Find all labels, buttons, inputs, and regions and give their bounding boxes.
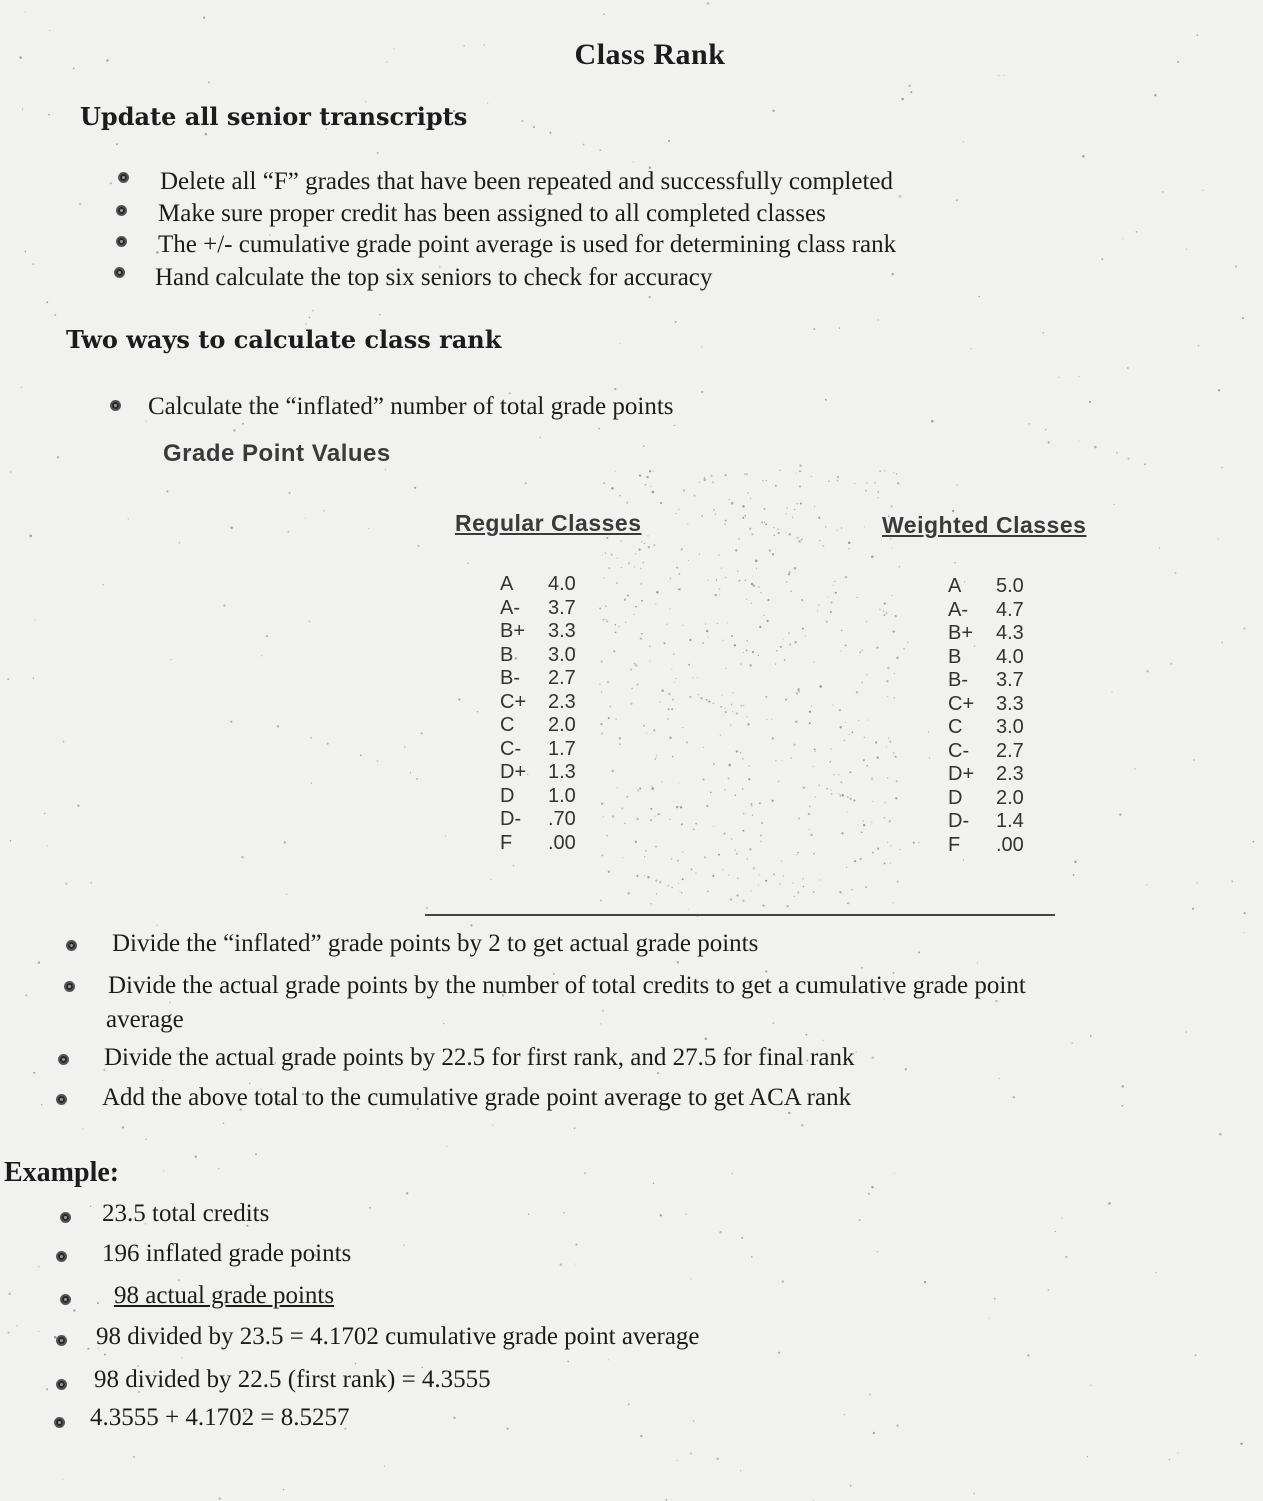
bullet-icon <box>118 172 129 183</box>
grade-letter: A <box>948 575 962 597</box>
grade-row <box>500 832 620 856</box>
grade-value: 4.0 <box>548 573 576 595</box>
grade-letter: D- <box>500 808 522 830</box>
grade-value: 3.3 <box>996 692 1024 715</box>
grade-value: .00 <box>996 833 1024 856</box>
grade-letter: B <box>948 645 962 668</box>
update-item: The +/- cumulative grade point average is used for determining class rank <box>158 231 897 258</box>
bullet-icon <box>66 940 77 951</box>
step-item: Add the above total to the cumulative grade point average to get ACA rank <box>102 1084 852 1111</box>
grade-row <box>500 714 620 738</box>
bullet-icon <box>54 1417 65 1428</box>
grade-row <box>500 644 620 668</box>
grade-row <box>948 622 1068 646</box>
grade-letter: B+ <box>500 620 526 642</box>
grade-letter: C- <box>948 739 970 762</box>
weighted-classes-heading: Weighted Classes <box>882 512 1087 538</box>
grade-letter: A- <box>948 598 968 621</box>
grade-letter: F <box>500 831 513 854</box>
grade-row <box>948 646 1068 670</box>
grade-row <box>500 573 620 597</box>
grade-letter: B- <box>500 667 520 689</box>
example-item: 196 inflated grade points <box>102 1240 352 1267</box>
grade-value: 4.7 <box>996 598 1024 621</box>
grade-value: 3.3 <box>548 620 576 642</box>
grade-row <box>500 738 620 762</box>
update-item: Make sure proper credit has been assigned to all completed classes <box>158 200 826 227</box>
grade-value: 4.0 <box>996 645 1024 668</box>
grade-row <box>948 810 1068 834</box>
grade-row <box>948 740 1068 764</box>
grade-value: 1.3 <box>548 761 576 783</box>
grade-letter: B+ <box>948 622 974 644</box>
update-item: Delete all “F” grades that have been repeated and successfully completed <box>160 168 894 195</box>
example-item: 4.3555 + 4.1702 = 8.5257 <box>90 1404 350 1431</box>
bullet-icon <box>114 267 125 278</box>
grade-letter: D- <box>948 810 970 832</box>
grade-row <box>500 761 620 785</box>
grade-value: 2.0 <box>548 714 576 736</box>
grade-letter: C- <box>500 737 522 760</box>
update-heading: Update all senior transcripts <box>80 102 468 131</box>
grade-row <box>500 597 620 621</box>
bullet-icon <box>116 205 127 216</box>
update-item: Hand calculate the top six seniors to check for accuracy <box>155 264 713 291</box>
bullet-icon <box>64 981 75 992</box>
example-item: 98 divided by 22.5 (first rank) = 4.3555 <box>94 1366 491 1393</box>
bullet-icon <box>116 236 127 247</box>
grade-row <box>948 716 1068 740</box>
bullet-icon <box>110 400 121 411</box>
grade-letter: B- <box>948 669 968 691</box>
grade-letter: D <box>948 786 963 809</box>
grade-row <box>948 599 1068 623</box>
grade-value: 3.0 <box>548 643 576 666</box>
grade-row <box>948 834 1068 858</box>
grade-letter: C <box>948 716 963 738</box>
grade-letter: A- <box>500 596 520 619</box>
grade-row <box>500 785 620 809</box>
grade-row <box>948 669 1068 693</box>
regular-grade-table <box>500 573 620 855</box>
grade-row <box>948 787 1068 811</box>
example-item: 98 actual grade points <box>114 1282 335 1309</box>
bullet-icon <box>58 1054 69 1065</box>
weighted-grade-table <box>948 575 1068 857</box>
grade-letter: D+ <box>948 763 975 785</box>
grade-row <box>948 763 1068 787</box>
step-item: Divide the “inflated” grade points by 2 to get actual grade points <box>112 930 759 957</box>
grade-point-values-heading: Grade Point Values <box>163 440 391 467</box>
page-title: Class Rank <box>574 38 726 71</box>
grade-value: 3.7 <box>996 669 1024 691</box>
grade-row <box>500 620 620 644</box>
table-underline <box>425 914 1055 916</box>
grade-value: 1.0 <box>548 784 576 807</box>
grade-row <box>500 808 620 832</box>
example-item: 23.5 total credits <box>102 1200 270 1227</box>
grade-letter: B <box>500 643 514 666</box>
bullet-icon <box>56 1379 67 1390</box>
ways-heading: Two ways to calculate class rank <box>66 325 502 354</box>
grade-row <box>948 575 1068 599</box>
grade-letter: C+ <box>500 690 527 713</box>
grade-row <box>500 667 620 691</box>
bullet-icon <box>56 1251 67 1262</box>
bullet-icon <box>56 1335 67 1346</box>
step-item-continued: average <box>106 1006 184 1033</box>
grade-value: 2.0 <box>996 786 1024 809</box>
grade-letter: F <box>948 833 961 856</box>
grade-letter: D <box>500 784 515 807</box>
regular-classes-heading: Regular Classes <box>455 510 642 536</box>
grade-value: 4.3 <box>996 622 1024 644</box>
example-heading: Example: <box>4 1157 120 1188</box>
step-item: Divide the actual grade points by 22.5 for first rank, and 27.5 for final rank <box>104 1044 855 1071</box>
bullet-icon <box>56 1094 67 1105</box>
grade-letter: C <box>500 714 515 736</box>
grade-letter: A <box>500 573 514 595</box>
grade-value: 3.7 <box>548 596 576 619</box>
grade-value: 1.4 <box>996 810 1024 832</box>
grade-value: .70 <box>548 808 576 830</box>
grade-letter: C+ <box>948 692 975 715</box>
grade-value: 2.3 <box>996 763 1024 785</box>
grade-value: 2.3 <box>548 690 576 713</box>
grade-value: 1.7 <box>548 737 576 760</box>
grade-letter: D+ <box>500 761 527 783</box>
grade-value: 3.0 <box>996 716 1024 738</box>
bullet-icon <box>60 1212 71 1223</box>
grade-row <box>948 693 1068 717</box>
grade-value: .00 <box>548 831 576 854</box>
example-item: 98 divided by 23.5 = 4.1702 cumulative grade point average <box>96 1323 700 1350</box>
grade-value: 2.7 <box>996 739 1024 762</box>
ways-item: Calculate the “inflated” number of total grade points <box>148 393 674 420</box>
grade-value: 5.0 <box>996 575 1024 597</box>
grade-value: 2.7 <box>548 667 576 689</box>
step-item: Divide the actual grade points by the number of total credits to get a cumulative grade point <box>108 972 1026 999</box>
grade-row <box>500 691 620 715</box>
bullet-icon <box>60 1294 71 1305</box>
